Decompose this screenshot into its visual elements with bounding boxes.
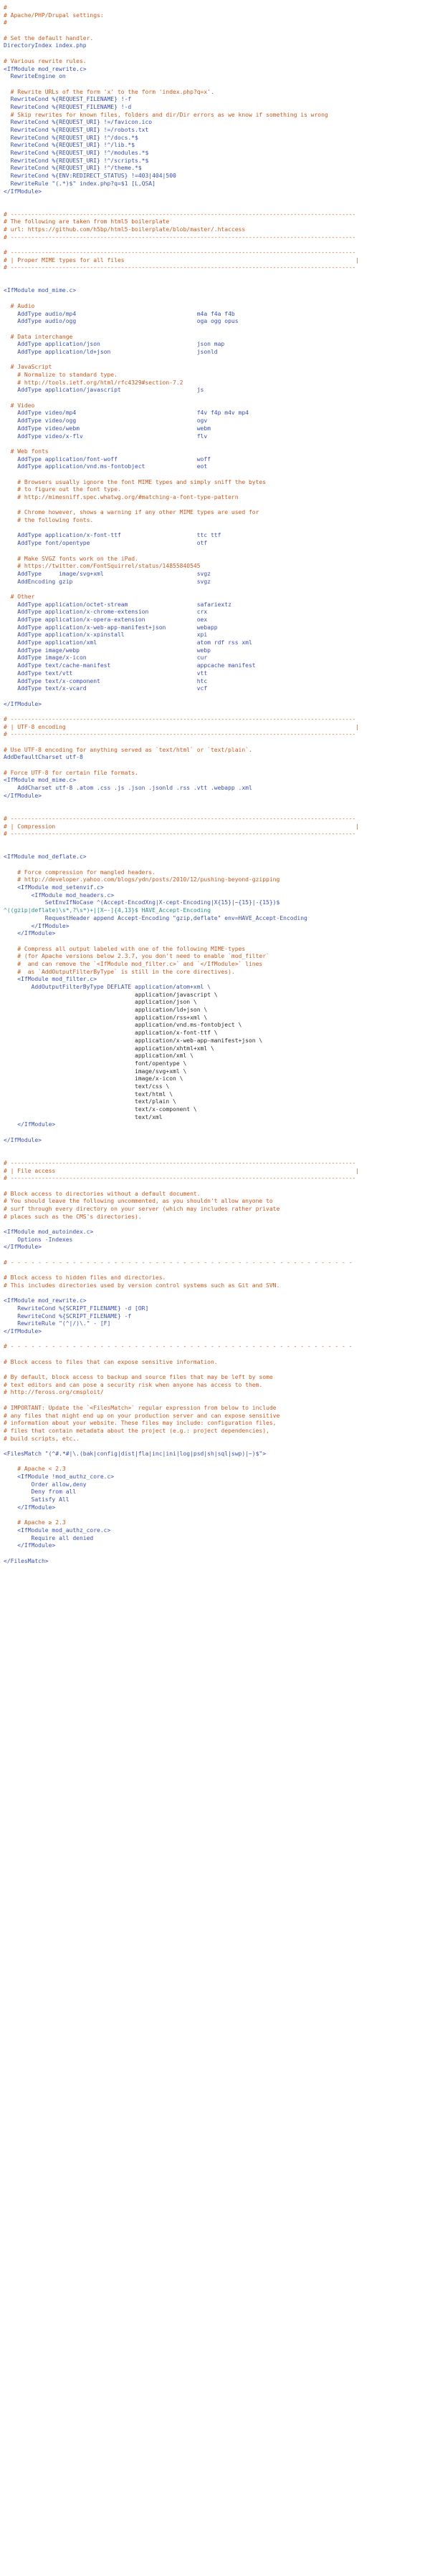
code-line: AddType audio/mp4 m4a f4a f4b	[4, 310, 235, 317]
comment-line: # http://feross.org/cmsploit/	[4, 1389, 104, 1396]
code-line: AddType application/vnd.ms-fontobject eot	[4, 463, 208, 470]
code-line: AddDefaultCharset utf-8	[4, 754, 83, 761]
code-line	[4, 1443, 426, 1451]
comment-line: # (for Apache versions below 2.3.7, you don't need to enable `mod_filter`	[4, 953, 269, 960]
code-line	[4, 1511, 426, 1519]
code-line: RewriteRule "(^|/)\." - [F]	[4, 1320, 111, 1327]
comment-line: # ----------------------------------------------------------------------------------------------------	[4, 715, 356, 722]
comment-line: # | UTF-8 encoding |	[4, 723, 360, 730]
code-line	[4, 471, 426, 479]
code-line: RewriteCond %{REQUEST_URI} !^/modules.*$	[4, 150, 149, 157]
code-line: RewriteCond %{SCRIPT_FILENAME} -f	[4, 1312, 132, 1320]
comment-line: # files that contain metadata about the project (e.g.: project dependencies),	[4, 1427, 269, 1434]
code-line: RewriteCond %{SCRIPT_FILENAME} -d [OR]	[4, 1304, 149, 1312]
comment-line: # http://tools.ietf.org/html/rfc4329#section-7.2	[4, 379, 183, 386]
comment-line: # Force compression for mangled headers.	[4, 868, 156, 876]
code-line: <IfModule mod_rewrite.c>	[4, 1297, 87, 1304]
code-line	[4, 1397, 426, 1405]
code-line: AddType video/ogg ogv	[4, 417, 208, 425]
code-line: </IfModule>	[4, 1244, 42, 1251]
comment-line: # Set the default handler.	[4, 34, 94, 42]
code-line: </IfModule>	[4, 922, 70, 929]
comment-line: # as `AddOutputFilterByType` is still in the core directives).	[4, 968, 235, 975]
code-line	[4, 808, 426, 815]
comment-line: # | Proper MIME types for all files |	[4, 256, 360, 263]
code-line	[4, 1336, 426, 1344]
code-line: application/xhtml+xml \	[4, 1045, 214, 1052]
code-line: AddType application/ld+json jsonld	[4, 348, 218, 355]
comment-line: # This includes directories used by version control systems such as Git and SVN.	[4, 1282, 280, 1289]
comment-line: # Data interchange	[4, 333, 73, 340]
comment-line: # ----------------------------------------------------------------------------------------------------	[4, 831, 356, 838]
code-line: text/css \	[4, 1083, 170, 1090]
comment-line: # and can remove the `<IfModule mod_filter.c>` and `</IfModule>` lines	[4, 960, 263, 967]
code-line	[4, 1152, 426, 1160]
code-line: <FilesMatch "(^#.*#|\.(bak|config|dist|fla|inc|ini|log|psd|sh|sql|swp)|~)$">	[4, 1450, 267, 1457]
code-line: application/json \	[4, 999, 197, 1006]
comment-line: # ----------------------------------------------------------------------------------------------------	[4, 210, 356, 218]
comment-line: # http://developer.yahoo.com/blogs/ydn/posts/2010/12/pushing-beyond-gzipping	[4, 876, 280, 883]
code-line: </IfModule>	[4, 792, 42, 799]
code-line	[4, 693, 426, 701]
comment-line: # Compress all output labeled with one of the following MIME-types	[4, 945, 246, 952]
code-line	[4, 800, 426, 808]
code-line: AddType application/json json map	[4, 341, 225, 348]
comment-line: # text editors and can pose a security risk when anyone has access to them.	[4, 1381, 263, 1388]
code-line	[4, 394, 426, 402]
code-line: AddType application/x-font-ttf ttc ttf	[4, 532, 221, 539]
comment-line: # Web fonts	[4, 447, 49, 455]
code-line	[4, 1221, 426, 1229]
code-line: text/x-component \	[4, 1106, 197, 1113]
code-line	[4, 1129, 426, 1137]
comment-line: # any files that might end up on your production server and can expose sensitive	[4, 1412, 280, 1419]
comment-line: # - - - - - - - - - - - - - - - - - - - - - - - - - - - - - - - - - - - - - - - - - - - - - - - - - -	[4, 1343, 353, 1350]
code-line: RewriteCond %{REQUEST_URI} !^/theme.*$	[4, 165, 142, 172]
code-line: AddType image/x-icon cur	[4, 654, 208, 662]
comment-line: # Rewrite URLs of the form 'x' to the form 'index.php?q=x'.	[4, 88, 214, 95]
code-line: AddType application/octet-stream safariextz	[4, 601, 231, 608]
code-line: text/html \	[4, 1090, 173, 1098]
code-line: AddType text/cache-manifest appcache manifest	[4, 662, 256, 669]
code-line: Require all denied	[4, 1534, 94, 1541]
code-line: ^((gzip|deflate)\s*,?\s*)+|[X~-]{4,13}$ HAVE_Accept-Encoding	[4, 907, 211, 914]
code-line	[4, 739, 426, 747]
code-line	[4, 938, 426, 946]
code-line: <IfModule mod_autoindex.c>	[4, 1229, 94, 1235]
comment-line: # Audio	[4, 302, 35, 309]
code-line: RewriteCond %{REQUEST_URI} !^/docs.*$	[4, 134, 138, 141]
comment-line: # ----------------------------------------------------------------------------------------------------	[4, 249, 356, 256]
code-line	[4, 50, 426, 58]
code-line: image/svg+xml \	[4, 1067, 187, 1075]
comment-line: # Skip rewrites for known files, folders and dir/Dir errors as we know if something is wrong	[4, 111, 328, 118]
comment-line: # - - - - - - - - - - - - - - - - - - - - - - - - - - - - - - - - - - - - - - - - - - - - - - - - - -	[4, 1259, 353, 1266]
code-line	[4, 81, 426, 89]
code-line: AddType video/mp4 f4v f4p m4v mp4	[4, 410, 249, 417]
comment-line: # Video	[4, 402, 35, 409]
code-line: </IfModule>	[4, 1504, 56, 1511]
code-line	[4, 525, 426, 533]
code-line	[4, 1550, 426, 1558]
code-line: AddEncoding gzip svgz	[4, 578, 211, 585]
code-line: AddType image/webp webp	[4, 647, 211, 654]
comment-line: # Block access to hidden files and directories.	[4, 1274, 166, 1282]
code-line: AddOutputFilterByType DEFLATE application/atom+xml \	[4, 984, 211, 990]
comment-line: # Other	[4, 593, 35, 600]
code-line	[4, 280, 426, 288]
code-line	[4, 1251, 426, 1259]
comment-line: # https://twitter.com/FontSquirrel/status/14855840545	[4, 563, 201, 570]
code-line	[4, 326, 426, 334]
code-line: RewriteCond %{REQUEST_URI} !=/robots.txt	[4, 127, 149, 133]
code-line: AddType audio/ogg oga ogg opus	[4, 318, 239, 325]
comment-line: # http://mimesniff.spec.whatwg.org/#matching-a-font-type-pattern	[4, 494, 239, 500]
code-line	[4, 708, 426, 716]
code-line	[4, 440, 426, 448]
comment-line: # | File access |	[4, 1167, 360, 1174]
code-line: RequestHeader append Accept-Encoding "gzip,deflate" env=HAVE_Accept-Encoding	[4, 914, 307, 921]
comment-line: # information about your website. These files may include: configuration files,	[4, 1420, 277, 1427]
comment-line: # Apache/PHP/Drupal settings:	[4, 11, 104, 19]
code-line: RewriteRule "(.*)$" index.php?q=$1 [L,QSA]	[4, 180, 156, 187]
code-line: AddType text/x-component htc	[4, 677, 208, 684]
code-line: RewriteCond %{REQUEST_URI} !^/scripts.*$	[4, 157, 149, 164]
comment-line: #	[4, 19, 7, 26]
comment-line: # surf through every directory on your server (which may includes rather private	[4, 1205, 280, 1212]
comment-line: # By default, block access to backup and source files that may be left by some	[4, 1374, 273, 1381]
code-line: application/ld+json \	[4, 1007, 208, 1014]
code-line: </IfModule>	[4, 700, 42, 707]
code-line	[4, 195, 426, 203]
comment-line: # Normalize to standard type.	[4, 372, 118, 378]
code-line	[4, 861, 426, 869]
code-line: AddType video/x-flv flv	[4, 432, 208, 440]
code-line: AddType application/xml atom rdf rss xml	[4, 639, 252, 647]
comment-line: # Block access to directories without a default document.	[4, 1190, 201, 1197]
code-line	[4, 27, 426, 35]
code-line: application/vnd.ms-fontobject \	[4, 1022, 242, 1029]
code-line	[4, 272, 426, 280]
code-line: application/javascript \	[4, 991, 218, 998]
code-line: application/xml \	[4, 1052, 194, 1060]
code-line: AddType text/x-vcard vcf	[4, 685, 208, 692]
code-line: font/opentype \	[4, 1060, 187, 1067]
code-line	[4, 586, 426, 594]
comment-line: # url: https://github.com/h5bp/html5-boilerplate/blob/master/.htaccess	[4, 226, 246, 233]
code-line: <IfModule mod_setenvif.c>	[4, 884, 104, 891]
comment-line: # ----------------------------------------------------------------------------------------------------	[4, 815, 356, 822]
code-line: AddType application/javascript js	[4, 387, 204, 394]
code-line: AddType application/x-xpinstall xpi	[4, 631, 208, 639]
comment-line: # Various rewrite rules.	[4, 57, 87, 64]
code-line: AddType application/x-web-app-manifest+json webapp	[4, 624, 218, 631]
comment-line: # JavaScript	[4, 364, 52, 371]
code-line	[4, 1458, 426, 1466]
code-line: application/x-font-ttf \	[4, 1030, 218, 1037]
code-line: </FilesMatch>	[4, 1557, 49, 1564]
code-line: <IfModule mod_deflate.c>	[4, 853, 87, 861]
code-line	[4, 502, 426, 510]
comment-line: #	[4, 4, 7, 11]
code-line: Options -Indexes	[4, 1236, 73, 1243]
code-line: text/xml	[4, 1113, 163, 1120]
code-line: application/x-web-app-manifest+json \	[4, 1037, 263, 1044]
comment-line: # The following are taken from html5 boilerplate	[4, 218, 170, 226]
code-line: AddType font/opentype otf	[4, 540, 208, 547]
code-line: AddType text/vtt vtt	[4, 669, 208, 677]
code-line: <IfModule mod_rewrite.c>	[4, 65, 87, 72]
code-line: <IfModule !mod_authz_core.c>	[4, 1473, 115, 1480]
code-line: application/rss+xml \	[4, 1014, 208, 1021]
code-line: DirectoryIndex index.php	[4, 42, 87, 49]
comment-line: # ----------------------------------------------------------------------------------------------------	[4, 233, 356, 241]
code-line: <IfModule mod_headers.c>	[4, 891, 115, 899]
comment-line: # IMPORTANT: Update the `<FilesMatch>` regular expression from below to include	[4, 1404, 277, 1411]
code-line	[4, 1183, 426, 1191]
comment-line: # Use UTF-8 encoding for anything served as `text/html` or `text/plain`.	[4, 746, 252, 753]
comment-line: # ----------------------------------------------------------------------------------------------------	[4, 1175, 356, 1182]
code-line	[4, 295, 426, 303]
code-document	[0, 4, 430, 1565]
code-line: image/x-icon \	[4, 1075, 183, 1083]
comment-line: # ----------------------------------------------------------------------------------------------------	[4, 731, 356, 738]
code-line: AddType application/x-opera-extension oex	[4, 616, 208, 623]
code-line	[4, 838, 426, 846]
code-line	[4, 203, 426, 211]
code-line	[4, 1267, 426, 1274]
comment-line: # | Compression |	[4, 823, 360, 830]
code-line: AddType application/font-woff woff	[4, 455, 211, 463]
code-line: <IfModule mod_mime.c>	[4, 287, 77, 294]
code-line: </IfModule>	[4, 930, 56, 937]
comment-line: # ----------------------------------------------------------------------------------------------------	[4, 264, 356, 271]
comment-line: # You should leave the following uncommented, as you shouldn't allow anyone to	[4, 1198, 273, 1205]
code-line: RewriteCond %{REQUEST_FILENAME} !-f	[4, 96, 132, 103]
code-line	[4, 1366, 426, 1374]
code-line	[4, 1351, 426, 1359]
code-line: RewriteCond %{ENV:REDIRECT_STATUS} !=403|404|500	[4, 173, 176, 180]
code-line: </IfModule>	[4, 1327, 42, 1335]
comment-line: # Apache < 2.3	[4, 1466, 66, 1473]
code-line: AddType image/svg+xml svgz	[4, 570, 211, 577]
comment-line: # to figure out the font type.	[4, 486, 121, 493]
code-line	[4, 846, 426, 854]
comment-line: # Apache ≥ 2.3	[4, 1519, 66, 1526]
comment-line: # Chrome however, shows a warning if any other MIME types are used for	[4, 509, 259, 516]
code-line: Deny from all	[4, 1488, 77, 1496]
code-line: </IfModule>	[4, 1121, 56, 1128]
code-line: </IfModule>	[4, 188, 42, 195]
code-line: <IfModule mod_authz_core.c>	[4, 1526, 111, 1534]
code-line: text/plain \	[4, 1098, 176, 1105]
code-line	[4, 1144, 426, 1152]
code-line: RewriteCond %{REQUEST_FILENAME} !-d	[4, 103, 132, 110]
comment-line: # ----------------------------------------------------------------------------------------------------	[4, 1159, 356, 1166]
code-line: SetEnvIfNoCase ^(Accept-EncodXng|X-cept-Encoding|X{15}|~{15}|-{15})$	[4, 899, 280, 906]
code-line: RewriteCond %{REQUEST_URI} !^/lib.*$	[4, 142, 135, 149]
comment-line: # Browsers usually ignore the font MIME types and simply sniff the bytes	[4, 478, 267, 485]
code-line: AddCharset utf-8 .atom .css .js .json .jsonld .rss .vtt .webapp .xml	[4, 785, 252, 792]
code-line: </IfModule>	[4, 1136, 42, 1143]
code-line: AddType video/webm webm	[4, 425, 211, 432]
code-line: </IfModule>	[4, 1542, 56, 1549]
comment-line: # build scripts, etc..	[4, 1435, 80, 1442]
code-line	[4, 1290, 426, 1298]
code-line: Order allow,deny	[4, 1481, 87, 1488]
comment-line: # Block access to files that can expose sensitive information.	[4, 1358, 218, 1365]
comment-line: # places such as the CMS's directories).	[4, 1213, 142, 1220]
code-line	[4, 548, 426, 556]
comment-line: # Force UTF-8 for certain file formats.	[4, 769, 138, 776]
code-line: <IfModule mod_mime.c>	[4, 777, 77, 784]
comment-line: # the following fonts.	[4, 517, 94, 524]
code-line: Satisfy All	[4, 1496, 70, 1504]
code-line: <IfModule mod_filter.c>	[4, 976, 97, 983]
code-line: AddType application/x-chrome-extension crx	[4, 609, 208, 616]
code-line	[4, 241, 426, 249]
code-line: RewriteCond %{REQUEST_URI} !=/favicon.ico	[4, 119, 153, 126]
code-line: RewriteEngine on	[4, 73, 66, 80]
comment-line: # Make SVGZ fonts work on the iPad.	[4, 555, 138, 562]
code-line	[4, 762, 426, 770]
code-line	[4, 357, 426, 364]
